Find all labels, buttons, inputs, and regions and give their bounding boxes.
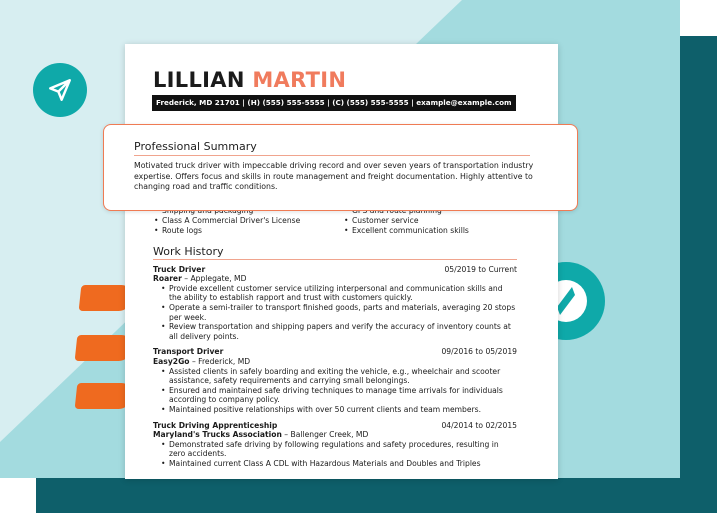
company-name: Maryland's Trucks Association — [153, 430, 282, 440]
company-location: – Applegate, MD — [184, 274, 247, 284]
resume-name — [153, 68, 346, 92]
job-dates: 05/2019 to Current — [444, 264, 517, 274]
job-entry — [153, 265, 517, 342]
job-entry — [153, 421, 517, 469]
company-location: – Ballenger Creek, MD — [284, 430, 369, 440]
resume-page — [125, 44, 558, 479]
company-location: – Frederick, MD — [191, 356, 251, 366]
job-dates: 09/2016 to 05/2019 — [441, 347, 517, 357]
background-dark-panel-bottom — [36, 478, 717, 513]
contact-bar: Frederick, MD 21701 | (H) (555) 555-5555 | (C) (555) 555-5555 | example@example.com — [152, 95, 516, 111]
job-bullet: • Provide excellent customer service utilizing interpersonal and communication skills and the ability to establish rapport and trust with customers quickly. — [161, 284, 517, 303]
job-bullet: • Assisted clients in safely boarding and exiting the vehicle, e.g., wheelchair and scooter assistance, safety requirements and carrying small belongings. — [161, 367, 517, 386]
company-name: Easy2Go — [153, 356, 190, 366]
job-title: Truck Driver — [153, 264, 206, 274]
send-badge — [33, 63, 87, 117]
job-bullet: • Demonstrated safe driving by following regulations and safety procedures, resulting in zero accidents. — [161, 440, 517, 459]
skill-item: • Route logs — [153, 226, 300, 236]
first-name: LILLIAN — [153, 68, 245, 92]
job-company — [153, 357, 517, 367]
background-dark-panel-right — [680, 36, 717, 478]
professional-summary-card — [103, 124, 578, 211]
skill-item: • Class A Commercial Driver's License — [153, 216, 300, 226]
job-bullet: • Ensured and maintained safe driving techniques to manage time arrivals for individuals according to company policy. — [161, 386, 517, 405]
work-history — [153, 247, 517, 474]
work-history-title: Work History — [153, 247, 517, 260]
skill-item: • Excellent communication skills — [343, 226, 469, 236]
job-bullet: • Maintained positive relationships with over 50 current clients and team members. — [161, 405, 517, 415]
job-company — [153, 274, 517, 284]
job-bullet: • Operate a semi-trailer to transport finished goods, parts and materials, averaging 20 stops per week. — [161, 303, 517, 322]
job-company — [153, 430, 517, 440]
job-title: Transport Driver — [153, 347, 224, 357]
job-bullet: • Review transportation and shipping papers and verify the accuracy of inventory counts at all delivery points. — [161, 322, 517, 341]
skill-item: • Customer service — [343, 216, 469, 226]
job-entry — [153, 347, 517, 414]
job-title: Truck Driving Apprenticeship — [153, 420, 278, 430]
summary-text: Motivated truck driver with impeccable driving record and over seven years of transportation industry expertise. Offers focus and skills in route management and freight documentation. Highly attentive to changing road and traffic conditions. — [134, 161, 534, 192]
send-arrow-icon — [47, 77, 73, 103]
last-name: MARTIN — [252, 68, 347, 92]
company-name: Roarer — [153, 274, 182, 284]
summary-title: Professional Summary — [134, 140, 530, 156]
job-dates: 04/2014 to 02/2015 — [441, 420, 517, 430]
job-bullet: • Maintained current Class A CDL with Hazardous Materials and Doubles and Triples — [161, 459, 517, 469]
